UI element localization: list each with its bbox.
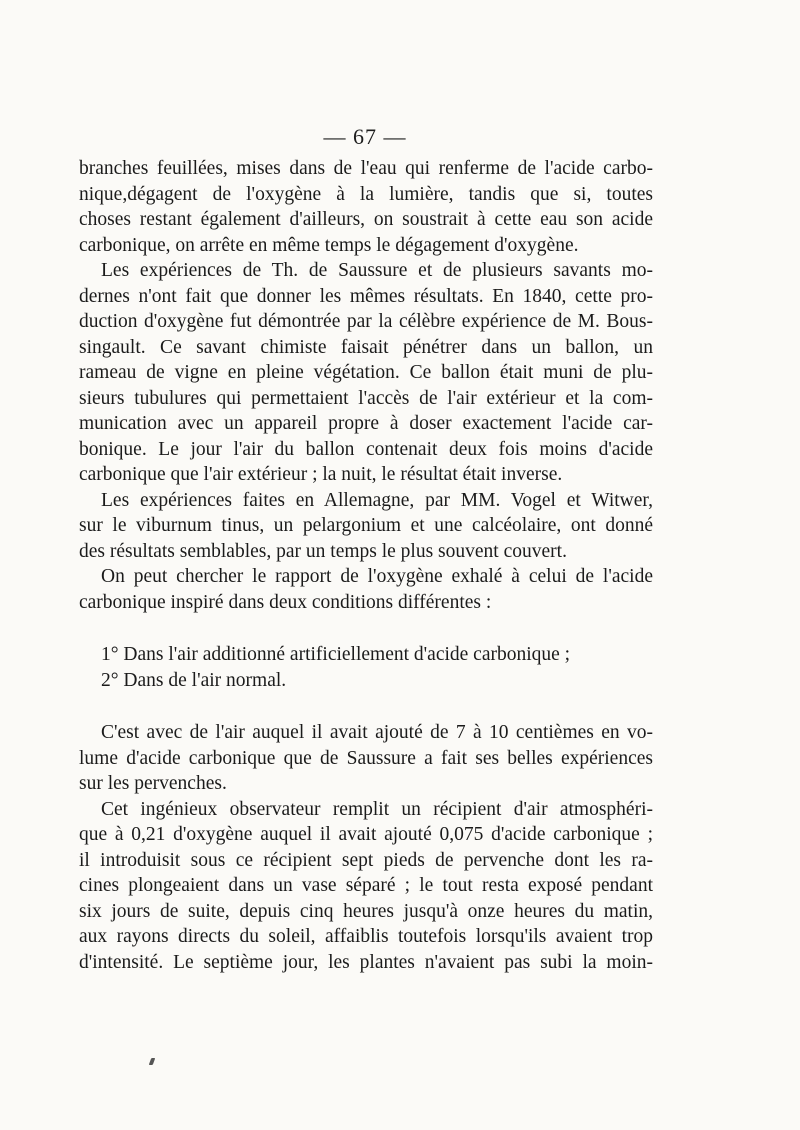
text-line: Cet ingénieux observateur remplit un récipient d'air atmosphéri- <box>101 798 653 820</box>
text-line: C'est avec de l'air auquel il avait ajouté de 7 à 10 centièmes en vo- <box>101 722 653 743</box>
text-line: il introduisit sous ce récipient sept pieds de pervenche dont les ra- <box>79 849 653 871</box>
text-line: choses restant également d'ailleurs, on soustrait à cette eau son acide <box>79 209 653 230</box>
text-line: sur le viburnum tinus, un pelargonium et une calcéolaire, ont donné <box>79 515 653 536</box>
text-line: que à 0,21 d'oxygène auquel il avait ajouté 0,075 d'acide carbonique ; <box>79 824 653 845</box>
text-line: des résultats semblables, par un temps le plus souvent couvert. <box>79 540 567 562</box>
numbered-list <box>79 642 653 693</box>
text-line: aux rayons directs du soleil, affaiblis toutefois lorsqu'ils avaient trop <box>79 926 653 947</box>
body-text-top <box>79 156 653 615</box>
text-line: branches feuillées, mises dans de l'eau qui renferme de l'acide carbo- <box>79 158 653 179</box>
text-line: Les expériences faites en Allemagne, par MM. Vogel et Witwer, <box>101 489 653 511</box>
body-text-bottom <box>79 720 653 975</box>
text-line: nique,dégagent de l'oxygène à la lumière, tandis que si, toutes <box>79 183 653 205</box>
text-line: d'intensité. Le septième jour, les plantes n'avaient pas subi la moin- <box>79 951 653 973</box>
list-item: 2° Dans de l'air normal. <box>101 669 287 691</box>
text-line: Les expériences de Th. de Saussure et de plusieurs savants mo- <box>101 260 653 281</box>
text-line: carbonique inspiré dans deux conditions différentes : <box>79 591 492 613</box>
list-item: 1° Dans l'air additionné artificiellement d'acide carbonique ; <box>101 644 571 665</box>
text-line: On peut chercher le rapport de l'oxygène exhalé à celui de l'acide <box>101 566 653 587</box>
text-line: munication avec un appareil propre à doser exactement l'acide car- <box>79 413 653 434</box>
text-line: carbonique que l'air extérieur ; la nuit, le résultat était inverse. <box>79 464 563 485</box>
text-line: singault. Ce savant chimiste faisait pénétrer dans un ballon, un <box>79 336 653 358</box>
text-line: lume d'acide carbonique que de Saussure a fait ses belles expériences <box>79 747 653 769</box>
page-number: — 67 — <box>323 124 407 149</box>
text-line: carbonique, on arrête en même temps le dégagement d'oxygène. <box>79 234 579 256</box>
text-line: dernes n'ont fait que donner les mêmes résultats. En 1840, cette pro- <box>79 285 653 307</box>
text-line: cines plongeaient dans un vase séparé ; le tout resta exposé pendant <box>79 875 653 896</box>
text-line: sur les pervenches. <box>79 773 227 794</box>
ink-mark <box>149 1058 156 1065</box>
text-line: rameau de vigne en pleine végétation. Ce ballon était muni de plu- <box>79 362 653 383</box>
text-line: sieurs tubulures qui permettaient l'accès de l'air extérieur et la com- <box>79 387 653 409</box>
text-line: bonique. Le jour l'air du ballon contenait deux fois moins d'acide <box>79 438 653 460</box>
text-line: duction d'oxygène fut démontrée par la célèbre expérience de M. Bous- <box>79 311 653 332</box>
text-line: six jours de suite, depuis cinq heures jusqu'à onze heures du matin, <box>79 900 653 922</box>
